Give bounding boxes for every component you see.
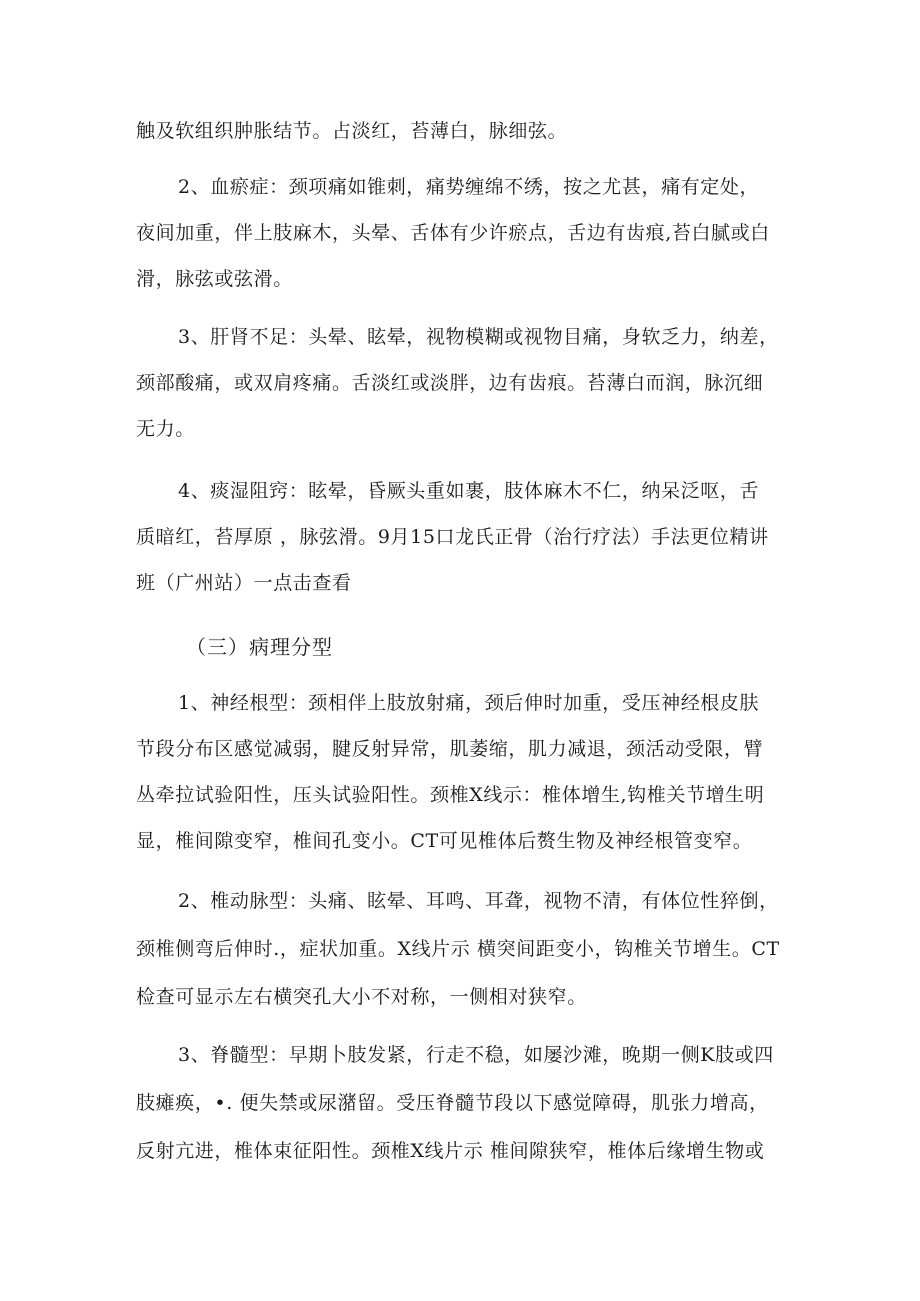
paragraph-line: 4、痰湿阻窍：眩晕，昏厥头重如裹，肢体麻木不仁，纳呆泛呕，舌: [178, 480, 760, 502]
paragraph-line: 班（广州站）一点击查看: [136, 572, 352, 594]
paragraph-line: 3、肝肾不足：头晕、眩晕，视物模糊或视物目痛，身软乏力，纳差，: [178, 326, 779, 348]
paragraph-line: 无力。: [136, 418, 195, 440]
paragraph-line: 显，椎间隙变窄，椎间孔变小。CT可见椎体后赘生物及神经根管变窄。: [136, 830, 753, 852]
paragraph-line: 滑，脉弦或弦滑。: [136, 268, 293, 290]
paragraph-line: 1、神经根型：颈相伴上肢放射痛，颈后伸时加重，受压神经根皮肤: [178, 692, 760, 714]
paragraph-line: 2、血瘀症：颈项痛如锥刺，痛势缠绵不绣，按之尤甚，痛有定处，: [178, 176, 760, 198]
paragraph-line: 夜间加重，伴上肢麻木，头晕、舌体有少许瘀点，舌边有齿痕,苔白腻或白: [136, 222, 770, 244]
paragraph-line: 反射亢进，椎体束征阳性。颈椎X线片示 椎间隙狭窄，椎体后缘增生物或: [136, 1140, 765, 1162]
paragraph-line: 质暗红，苔厚原 ，脉弦滑。9月15口龙氏正骨（治行疗法）手法更位精讲: [136, 526, 769, 548]
paragraph-line: 颈部酸痛，或双肩疼痛。舌淡红或淡胖，边有齿痕。苔薄白而润，脉沉细: [136, 372, 764, 394]
paragraph-line: 检查可显示左右横突孔大小不对称，一侧相对狭窄。: [136, 986, 587, 1008]
section-heading: （三）病理分型: [186, 635, 333, 659]
paragraph-line: 丛牵拉试验阳性，压头试验阳性。颈椎X线示：椎体增生,钩椎关节增生明: [136, 784, 765, 806]
paragraph-line: 2、椎动脉型：头痛、眩晕、耳鸣、耳聋，视物不清，有体位性猝倒，: [178, 890, 779, 912]
paragraph-line: 颈椎侧弯后伸时.，症状加重。X线片示 横突间距变小，钩椎关节增生。CT: [136, 938, 780, 960]
paragraph-line: 触及软组织肿胀结节。占淡红，苔薄白，脉细弦。: [136, 120, 568, 142]
paragraph-line: 3、脊髓型：早期卜肢发紧，行走不稳，如屡沙滩，晚期一侧K肢或四: [178, 1044, 774, 1066]
paragraph-line: 节段分布区感觉减弱，腱反射异常，肌萎缩，肌力减退，颈活动受限，臂: [136, 738, 764, 760]
paragraph-line: 肢瘫痪，•. 便失禁或尿潴留。受压脊髓节段以下感觉障碍，肌张力增高，: [136, 1092, 769, 1114]
